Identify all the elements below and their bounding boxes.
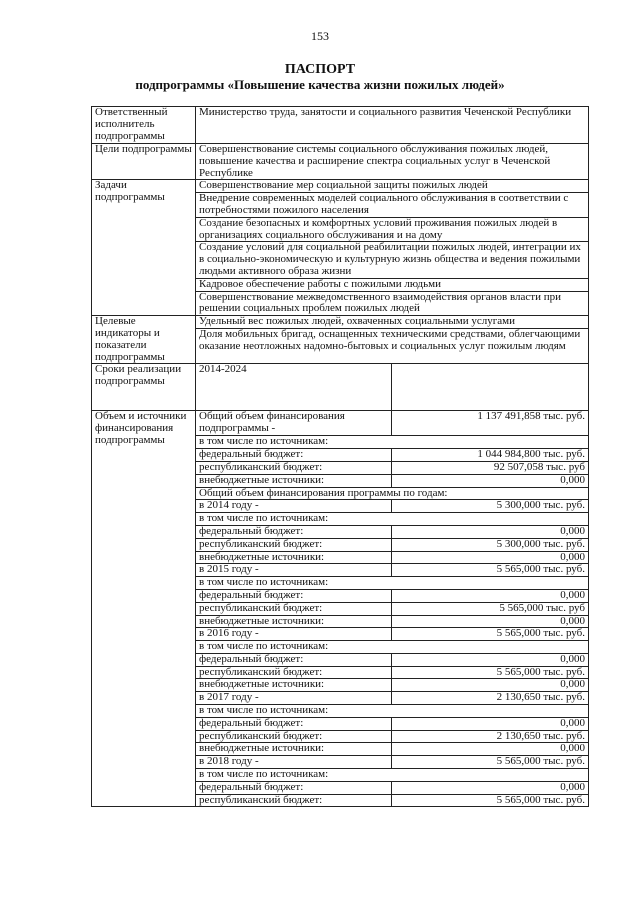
funding-line-value: 0,000: [560, 716, 585, 729]
title-line-2: подпрограммы «Повышение качества жизни пожилых людей»: [135, 77, 505, 92]
funding-line-label: республиканский бюджет:: [196, 462, 392, 474]
funding-line-label: внебюджетные источники:: [196, 552, 392, 564]
tasks-label: Задачи подпрограммы: [92, 180, 196, 316]
funding-line: [196, 512, 588, 525]
funding-total-row: [196, 411, 588, 435]
funding-line: [196, 742, 588, 755]
funding-line-value: 0,000: [560, 742, 585, 755]
funding-line-value: 5 565,000 тыс. руб.: [496, 627, 585, 640]
funding-line: [196, 551, 588, 564]
funding-line-value: 5 300,000 тыс. руб.: [496, 537, 585, 550]
funding-line-value: 0,000: [560, 550, 585, 563]
task-item: Совершенствование межведомственного взаимодействия органов власти при решении социальных проблем пожилых людей: [195, 291, 589, 316]
funding-total-value: 1 137 491,858 тыс. руб.: [477, 410, 585, 423]
indicators-cell: [196, 316, 589, 364]
funding-line-label: республиканский бюджет:: [196, 603, 392, 615]
funding-line: [196, 602, 588, 615]
funding-line: [196, 640, 588, 653]
task-item: Внедрение современных моделей социального обслуживания в соответствии с потребностями пожилого населения: [195, 192, 589, 218]
funding-line: [196, 704, 588, 717]
indicator-item: Удельный вес пожилых людей, охваченных социальными услугами: [195, 316, 589, 329]
responsible-value: Министерство труда, занятости и социального развития Чеченской Республики: [196, 107, 589, 144]
funding-line: [196, 666, 588, 679]
funding-line-value: 2 130,650 тыс. руб.: [496, 691, 585, 704]
funding-line-text: в том числе по источникам:: [199, 576, 329, 589]
funding-line-label: в 2014 году -: [196, 500, 392, 512]
funding-label: Объем и источники финансирования подпрограммы: [92, 411, 196, 807]
funding-line-label: внебюджетные источники:: [196, 679, 392, 691]
funding-line-value: 5 565,000 тыс. руб.: [496, 755, 585, 768]
funding-line-value: 0,000: [560, 473, 585, 486]
task-item: Создание условий для социальной реабилитации пожилых людей, интеграции их в социально-экономическую и культурную жизнь общества и ведения пожилыми людьми активного образа жизни: [195, 241, 589, 278]
funding-line-label: внебюджетные источники:: [196, 475, 392, 487]
funding-line-label: федеральный бюджет:: [196, 449, 392, 461]
document-title: [0, 62, 640, 92]
funding-line-label: федеральный бюджет:: [196, 654, 392, 666]
period-value: 2014-2024: [196, 364, 392, 410]
funding-line-value: 5 300,000 тыс. руб.: [496, 499, 585, 512]
row-period: [92, 364, 589, 411]
indicator-item: Доля мобильных бригад, оснащенных техническими средствами, облегчающими оказание неотложных надомно-бытовых и социальных услуг пожилым людям: [195, 328, 589, 353]
funding-line-value: 2 130,650 тыс. руб.: [496, 729, 585, 742]
funding-line-value: 5 565,000 тыс. руб.: [496, 563, 585, 576]
indicators-label: Целевые индикаторы и показатели подпрограммы: [92, 316, 196, 364]
funding-line-label: федеральный бюджет:: [196, 590, 392, 602]
funding-line-value: 5 565,000 тыс. руб.: [496, 665, 585, 678]
funding-line-label: федеральный бюджет:: [196, 782, 392, 794]
funding-line-label: федеральный бюджет:: [196, 526, 392, 538]
row-responsible: [92, 107, 589, 144]
funding-line-label: в 2017 году -: [196, 692, 392, 704]
period-label: Сроки реализации подпрограммы: [92, 364, 196, 411]
responsible-label: Ответственный исполнитель подпрограммы: [92, 107, 196, 144]
funding-line-text: в том числе по источникам:: [199, 768, 329, 781]
funding-line: [196, 653, 588, 666]
goals-label: Цели подпрограммы: [92, 144, 196, 180]
funding-line: [196, 691, 588, 704]
tasks-cell: [196, 180, 589, 316]
funding-line-text: в том числе по источникам:: [199, 640, 329, 653]
funding-line-text: в том числе по источникам:: [199, 704, 329, 717]
funding-line-label: внебюджетные источники:: [196, 616, 392, 628]
funding-line: [196, 448, 588, 461]
funding-line: [196, 435, 588, 448]
task-item: Кадровое обеспечение работы с пожилыми людьми: [195, 278, 589, 292]
task-item: Создание безопасных и комфортных условий проживания пожилых людей в организациях социального обслуживания и на дому: [195, 217, 589, 243]
funding-line: [196, 717, 588, 730]
funding-line: [196, 474, 588, 487]
title-line-1: ПАСПОРТ: [284, 62, 356, 77]
funding-line: [196, 563, 588, 576]
funding-line-label: республиканский бюджет:: [196, 539, 392, 551]
row-funding: [92, 411, 589, 807]
goals-value: Совершенствование системы социального обслуживания пожилых людей, повышение качества и расширение спектра социальных услуг в Чеченской Республике: [196, 144, 589, 180]
funding-line-label: республиканский бюджет:: [196, 731, 392, 743]
funding-line: [196, 755, 588, 768]
funding-line-value: 0,000: [560, 524, 585, 537]
row-goals: [92, 144, 589, 180]
task-item: Совершенствование мер социальной защиты пожилых людей: [195, 180, 589, 193]
funding-line-label: республиканский бюджет:: [196, 795, 392, 807]
funding-line-label: внебюджетные источники:: [196, 743, 392, 755]
funding-lines: [199, 435, 585, 806]
funding-line-label: республиканский бюджет:: [196, 667, 392, 679]
funding-line: [196, 487, 588, 500]
funding-line-value: 5 565,000 тыс. руб: [499, 601, 585, 614]
funding-cell: [196, 411, 589, 807]
period-cell: [196, 364, 589, 411]
funding-line-value: 1 044 984,800 тыс. руб.: [477, 448, 585, 461]
funding-line-value: 0,000: [560, 614, 585, 627]
funding-total-label: Общий объем финансирования подпрограммы -: [196, 411, 392, 435]
funding-line-value: 92 507,058 тыс. руб: [493, 460, 585, 473]
funding-line: [196, 627, 588, 640]
page-number: 153: [311, 29, 329, 43]
funding-line-text: в том числе по источникам:: [199, 512, 329, 525]
funding-line-value: 0,000: [560, 678, 585, 691]
funding-line: [196, 781, 588, 794]
funding-line: [196, 589, 588, 602]
funding-line: [196, 461, 588, 474]
funding-line: [196, 538, 588, 551]
funding-line: [196, 576, 588, 589]
funding-line: [196, 794, 588, 807]
funding-line-text: Общий объем финансирования программы по годам:: [199, 486, 448, 499]
funding-line: [196, 615, 588, 628]
row-indicators: [92, 316, 589, 364]
funding-line-value: 5 565,000 тыс. руб.: [496, 793, 585, 806]
funding-line: [196, 499, 588, 512]
funding-line: [196, 730, 588, 743]
funding-line-value: 0,000: [560, 652, 585, 665]
funding-line-value: 0,000: [560, 588, 585, 601]
row-tasks: [92, 180, 589, 316]
passport-table: [91, 106, 589, 807]
funding-line-text: в том числе по источникам:: [199, 435, 329, 448]
funding-line: [196, 678, 588, 691]
funding-line-label: в 2018 году -: [196, 756, 392, 768]
funding-line: [196, 525, 588, 538]
funding-line-label: в 2015 году -: [196, 564, 392, 576]
funding-line: [196, 768, 588, 781]
funding-line-label: федеральный бюджет:: [196, 718, 392, 730]
funding-line-value: 0,000: [560, 780, 585, 793]
funding-line-label: в 2016 году -: [196, 628, 392, 640]
